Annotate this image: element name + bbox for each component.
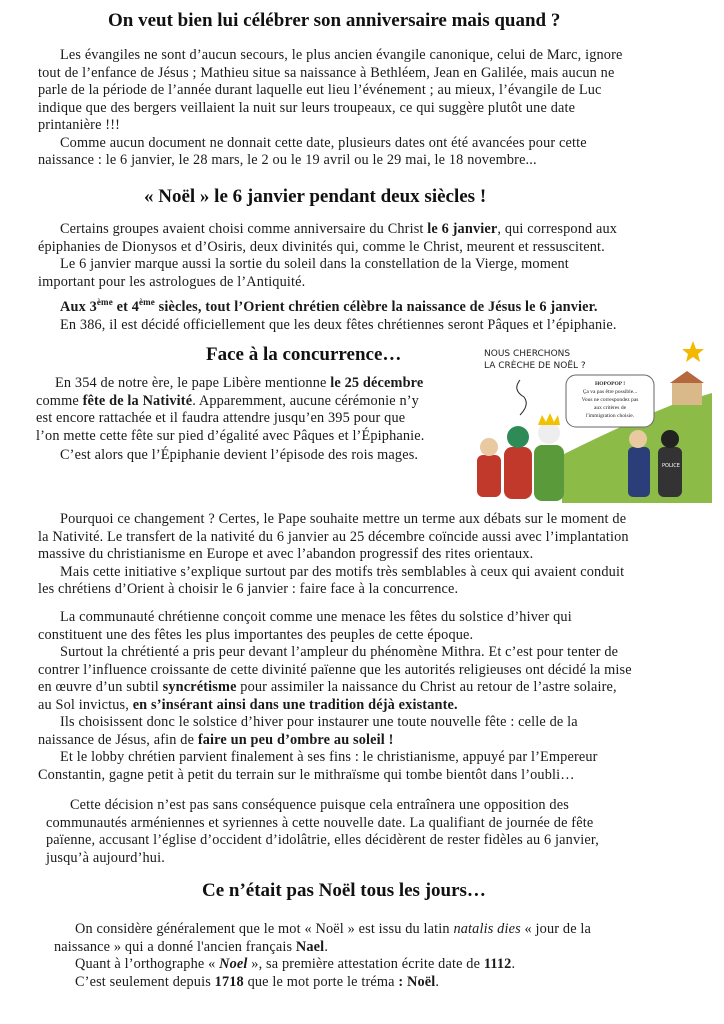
text-run: Le 6 janvier marque aussi la sortie du soleil dans la constellation de la Vierge, moment bbox=[60, 256, 569, 272]
text-line bbox=[38, 581, 458, 598]
text-run: naissance de Jésus, afin de bbox=[38, 731, 198, 748]
bubble-line: Ça va pas être possible... bbox=[582, 389, 638, 395]
emphasis-text: 1112 bbox=[483, 956, 512, 972]
text-run: Ils choisissent donc le solstice d’hiver pour instaurer une toute nouvelle fête : celle de la bbox=[60, 714, 578, 730]
cartoon-image bbox=[472, 335, 712, 503]
text-run: Les évangiles ne sont d’aucun secours, le plus ancien évangile canonique, celui de Marc, ignore bbox=[60, 47, 623, 63]
text-line bbox=[38, 529, 629, 546]
bubble-line: aux critères de bbox=[593, 405, 627, 411]
text-line bbox=[38, 100, 575, 117]
emphasis-text: 1718 bbox=[214, 973, 244, 990]
text-run: contrer l’influence croissante de cette divinité païenne que les autorités religieuses ont décidé la mise bbox=[38, 661, 632, 678]
text-line bbox=[70, 797, 569, 814]
text-run: important pour les astrologues de l’Antiquité. bbox=[38, 273, 306, 290]
text-run: jusqu’à aujourd’hui. bbox=[46, 849, 165, 866]
emphasis-text: siècles, tout l’Orient chrétien célèbre la naissance de Jésus le 6 janvier. bbox=[154, 298, 598, 315]
text-line bbox=[38, 65, 614, 82]
bubble-line: HOPOPOP ! bbox=[594, 381, 626, 387]
text-run: . bbox=[511, 956, 516, 972]
text-run: Mais cette initiative s’explique surtout par des motifs très semblables à ceux qui avaient conduit bbox=[60, 563, 625, 580]
text-line bbox=[60, 47, 623, 64]
text-line bbox=[60, 294, 598, 316]
emphasis-text: et 4 bbox=[112, 298, 139, 315]
magus-3 bbox=[534, 445, 564, 501]
text-run: épiphanies de Dionysos et d’Osiris, deux divinités qui, comme le Christ, meurent et ressuscitent. bbox=[38, 238, 605, 255]
italic-text: natalis dies bbox=[453, 921, 521, 937]
text-run: Comme aucun document ne donnait cette date, plusieurs dates ont été avancées pour cette bbox=[60, 134, 587, 151]
text-run: pour assimiler la naissance du Christ au retour de l’astre solaire, bbox=[236, 679, 617, 695]
text-run: païenne, accusant l’église d’occident d’idolâtrie, elles décidèrent de rester fidèles au 6 janvier, bbox=[46, 832, 599, 848]
text-run: Pourquoi ce changement ? Certes, le Pape souhaite mettre un terme aux débats sur le moment de bbox=[60, 511, 627, 527]
text-line bbox=[60, 317, 617, 334]
text-run: Quant à l’orthographe « bbox=[75, 956, 220, 972]
text-run: », sa première attestation écrite date de bbox=[247, 956, 484, 972]
text-line bbox=[60, 714, 578, 731]
text-run: communautés arméniennes et syriennes à cette nouvelle date. La qualifiant de journée de fête bbox=[46, 814, 594, 831]
text-run: La communauté chrétienne conçoit comme une menace les fêtes du solstice d’hiver qui bbox=[60, 609, 572, 625]
text-run: les chrétiens d’Orient à choisir le 6 janvier : faire face à la concurrence. bbox=[38, 581, 459, 597]
magus-2-turban bbox=[507, 426, 529, 448]
text-run: C’est seulement depuis bbox=[75, 973, 215, 990]
emphasis-text: le 25 décembre bbox=[330, 375, 424, 391]
text-run: Surtout la chrétienté a pris peur devant l’ampleur du phénomène Mithra. Et c’est pour tenter de bbox=[60, 644, 619, 660]
text-line bbox=[36, 428, 425, 445]
text-line bbox=[60, 644, 618, 661]
officer-head bbox=[629, 430, 647, 448]
text-line bbox=[38, 546, 533, 563]
magus-2 bbox=[504, 447, 532, 499]
text-line bbox=[60, 609, 572, 626]
text-run: Constantin, gagne petit à petit du terrain sur le mithraïsme qui tombe bientôt dans l’oubli… bbox=[38, 766, 575, 783]
text-run: massive du christianisme en Europe et avec l’abandon progressif des rites orientaux. bbox=[38, 546, 534, 562]
text-run: C’est alors que l’Épiphanie devient l’épisode des rois mages. bbox=[60, 447, 419, 463]
text-run: On considère généralement que le mot « Noël » est issu du latin bbox=[75, 921, 454, 937]
text-run: Et le lobby chrétien parvient finalement à ses fins : le christianisme, appuyé par l’Empereur bbox=[60, 749, 598, 765]
text-run: est encore rattachée et il faudra attendre jusqu’en 395 pour que bbox=[36, 410, 406, 426]
text-run: . Apparemment, aucune cérémonie n’y bbox=[192, 392, 419, 409]
text-line bbox=[75, 974, 439, 991]
text-line bbox=[46, 850, 165, 867]
emphasis-text: le 6 janvier bbox=[427, 221, 498, 237]
text-line bbox=[38, 274, 305, 291]
text-run: constituent une des fêtes les plus importantes des peuples de cette époque. bbox=[38, 626, 474, 643]
text-run: Cette décision n’est pas sans conséquence puisque cela entraînera une opposition des bbox=[70, 797, 569, 813]
text-line bbox=[38, 627, 473, 644]
magus-1-head bbox=[480, 438, 498, 456]
text-line bbox=[38, 732, 394, 749]
text-run: indique que des bergers veillaient la nuit sur leurs troupeaux, ce qui suggère plutôt une date bbox=[38, 99, 576, 116]
text-line bbox=[60, 749, 598, 766]
heading-not-every-day: Ce n’était pas Noël tous les jours… bbox=[202, 880, 486, 901]
text-run: , qui correspond aux bbox=[497, 221, 618, 237]
text-run: Certains groupes avaient choisi comme anniversaire du Christ bbox=[60, 221, 428, 237]
text-run: . bbox=[435, 973, 440, 990]
text-line bbox=[38, 239, 605, 256]
text-run: parle de la période de l’année durant laquelle eut lieu l’événement ; au mieux, l’évangile de Luc bbox=[38, 82, 602, 98]
police-officer bbox=[658, 447, 682, 497]
heading-competition: Face à la concurrence… bbox=[206, 344, 402, 365]
text-line bbox=[38, 117, 120, 134]
text-line bbox=[46, 832, 599, 849]
cartoon-caption-line1: NOUS CHERCHONS bbox=[484, 349, 571, 359]
officer bbox=[628, 447, 650, 497]
superscript: ème bbox=[139, 297, 155, 307]
text-line bbox=[60, 447, 418, 464]
text-run: naissance » qui a donné l'ancien français bbox=[54, 938, 296, 955]
text-line bbox=[60, 221, 617, 238]
text-run: l’on mette cette fête sur pied d’égalité avec Pâques et l’Épiphanie. bbox=[36, 427, 425, 444]
police-label: POLICE bbox=[662, 463, 680, 469]
text-line bbox=[60, 135, 587, 152]
text-line bbox=[38, 662, 632, 679]
text-run: « jour de la bbox=[520, 921, 592, 937]
superscript: ème bbox=[96, 297, 113, 307]
text-run: que le mot porte le tréma bbox=[243, 973, 399, 990]
text-run: En 386, il est décidé officiellement que les deux fêtes chrétiennes seront Pâques et l’épiphanie. bbox=[60, 316, 617, 333]
emphasis-text: Noel bbox=[219, 956, 248, 972]
emphasis-text: faire un peu d’ombre au soleil ! bbox=[197, 731, 394, 748]
text-line bbox=[36, 393, 419, 410]
text-run: naissance : le 6 janvier, le 28 mars, le 2 ou le 19 avril ou le 29 mai, le 18 novembre... bbox=[38, 152, 537, 168]
text-line bbox=[55, 375, 423, 392]
heading-anniversary: On veut bien lui célébrer son anniversaire mais quand ? bbox=[108, 10, 561, 31]
text-line bbox=[38, 152, 537, 169]
emphasis-text: syncrétisme bbox=[162, 679, 237, 695]
text-run: comme bbox=[36, 392, 83, 409]
text-run: printanière !!! bbox=[38, 117, 121, 133]
text-run: au Sol invictus, bbox=[38, 696, 133, 713]
text-run: tout de l’enfance de Jésus ; Mathieu situe sa naissance à Bethléem, Jean en Galilée, mais aucun ne bbox=[38, 64, 615, 81]
text-line bbox=[38, 82, 602, 99]
text-line bbox=[60, 564, 624, 581]
emphasis-text: Aux 3 bbox=[60, 298, 97, 315]
cartoon-caption-line2: LA CRÈCHE DE NOËL ? bbox=[484, 361, 586, 371]
text-line bbox=[75, 956, 515, 973]
text-run: la Nativité. Le transfert de la nativité du 6 janvier au 25 décembre coïncide aussi avec l’implantation bbox=[38, 528, 629, 545]
police-head bbox=[661, 430, 679, 448]
text-line bbox=[75, 921, 591, 938]
emphasis-text: en s’insérant ainsi dans une tradition déjà existante. bbox=[132, 696, 458, 713]
text-line bbox=[54, 939, 328, 956]
magus-3-head bbox=[538, 422, 560, 444]
emphasis-text: fête de la Nativité bbox=[82, 392, 193, 409]
text-line bbox=[46, 815, 593, 832]
text-line bbox=[60, 256, 569, 273]
bubble-line: Vous ne correspondez pas bbox=[581, 397, 639, 403]
village bbox=[672, 383, 702, 405]
text-line bbox=[60, 511, 626, 528]
text-run: . bbox=[324, 938, 329, 955]
emphasis-text: Nael bbox=[295, 938, 325, 955]
text-line bbox=[36, 410, 405, 427]
text-run: en œuvre d’un subtil bbox=[38, 679, 163, 695]
text-run: En 354 de notre ère, le pape Libère mentionne bbox=[55, 375, 331, 391]
bubble-line: l'immigration choisie. bbox=[585, 413, 635, 419]
text-line bbox=[38, 679, 617, 696]
heading-six-january: « Noël » le 6 janvier pendant deux siècles ! bbox=[144, 186, 487, 207]
text-line bbox=[38, 697, 458, 714]
magus-1 bbox=[477, 455, 501, 497]
text-line bbox=[38, 767, 575, 784]
emphasis-text: : Noël bbox=[398, 973, 436, 990]
